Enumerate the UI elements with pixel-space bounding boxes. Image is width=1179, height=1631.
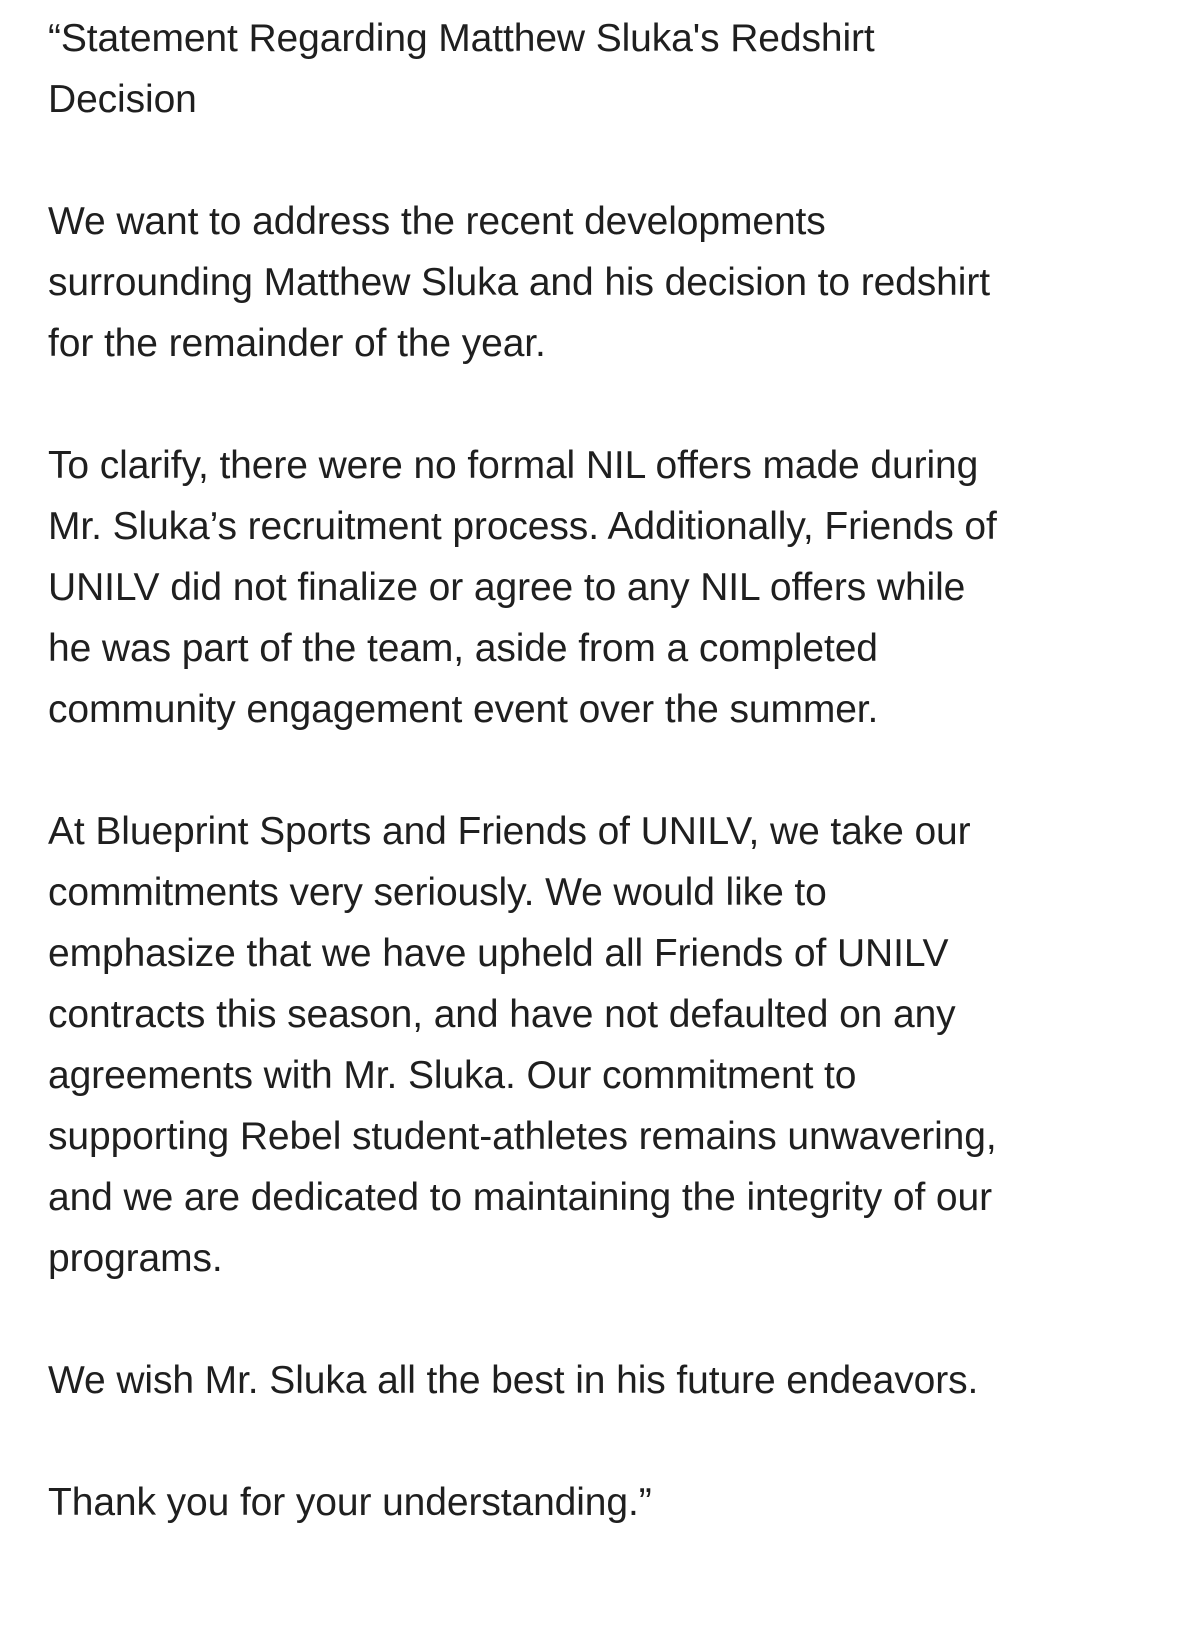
paragraph-closing: Thank you for your understanding.” xyxy=(48,1481,652,1524)
paragraph-clarification: To clarify, there were no formal NIL offers made during Mr. Sluka’s recruitment process. Additionally, Friends of UNILV did not finalize or agree to any NIL offers while he was part of the team, aside from a completed community engagement event over the summer. xyxy=(48,444,997,731)
statement-document xyxy=(48,8,1148,1533)
paragraph-intro: We want to address the recent developments surrounding Matthew Sluka and his decision to redshirt for the remainder of the year. xyxy=(48,200,990,365)
paragraph-commitments: At Blueprint Sports and Friends of UNILV, we take our commitments very seriously. We would like to emphasize that we have upheld all Friends of UNILV contracts this season, and have not defaulted on any agreements with Mr. Sluka. Our commitment to supporting Rebel student-athletes remains unwavering, and we are dedicated to maintaining the integrity of our programs. xyxy=(48,810,997,1280)
paragraph-well-wishes: We wish Mr. Sluka all the best in his future endeavors. xyxy=(48,1359,979,1402)
statement-title: “Statement Regarding Matthew Sluka's Redshirt Decision xyxy=(48,17,875,121)
